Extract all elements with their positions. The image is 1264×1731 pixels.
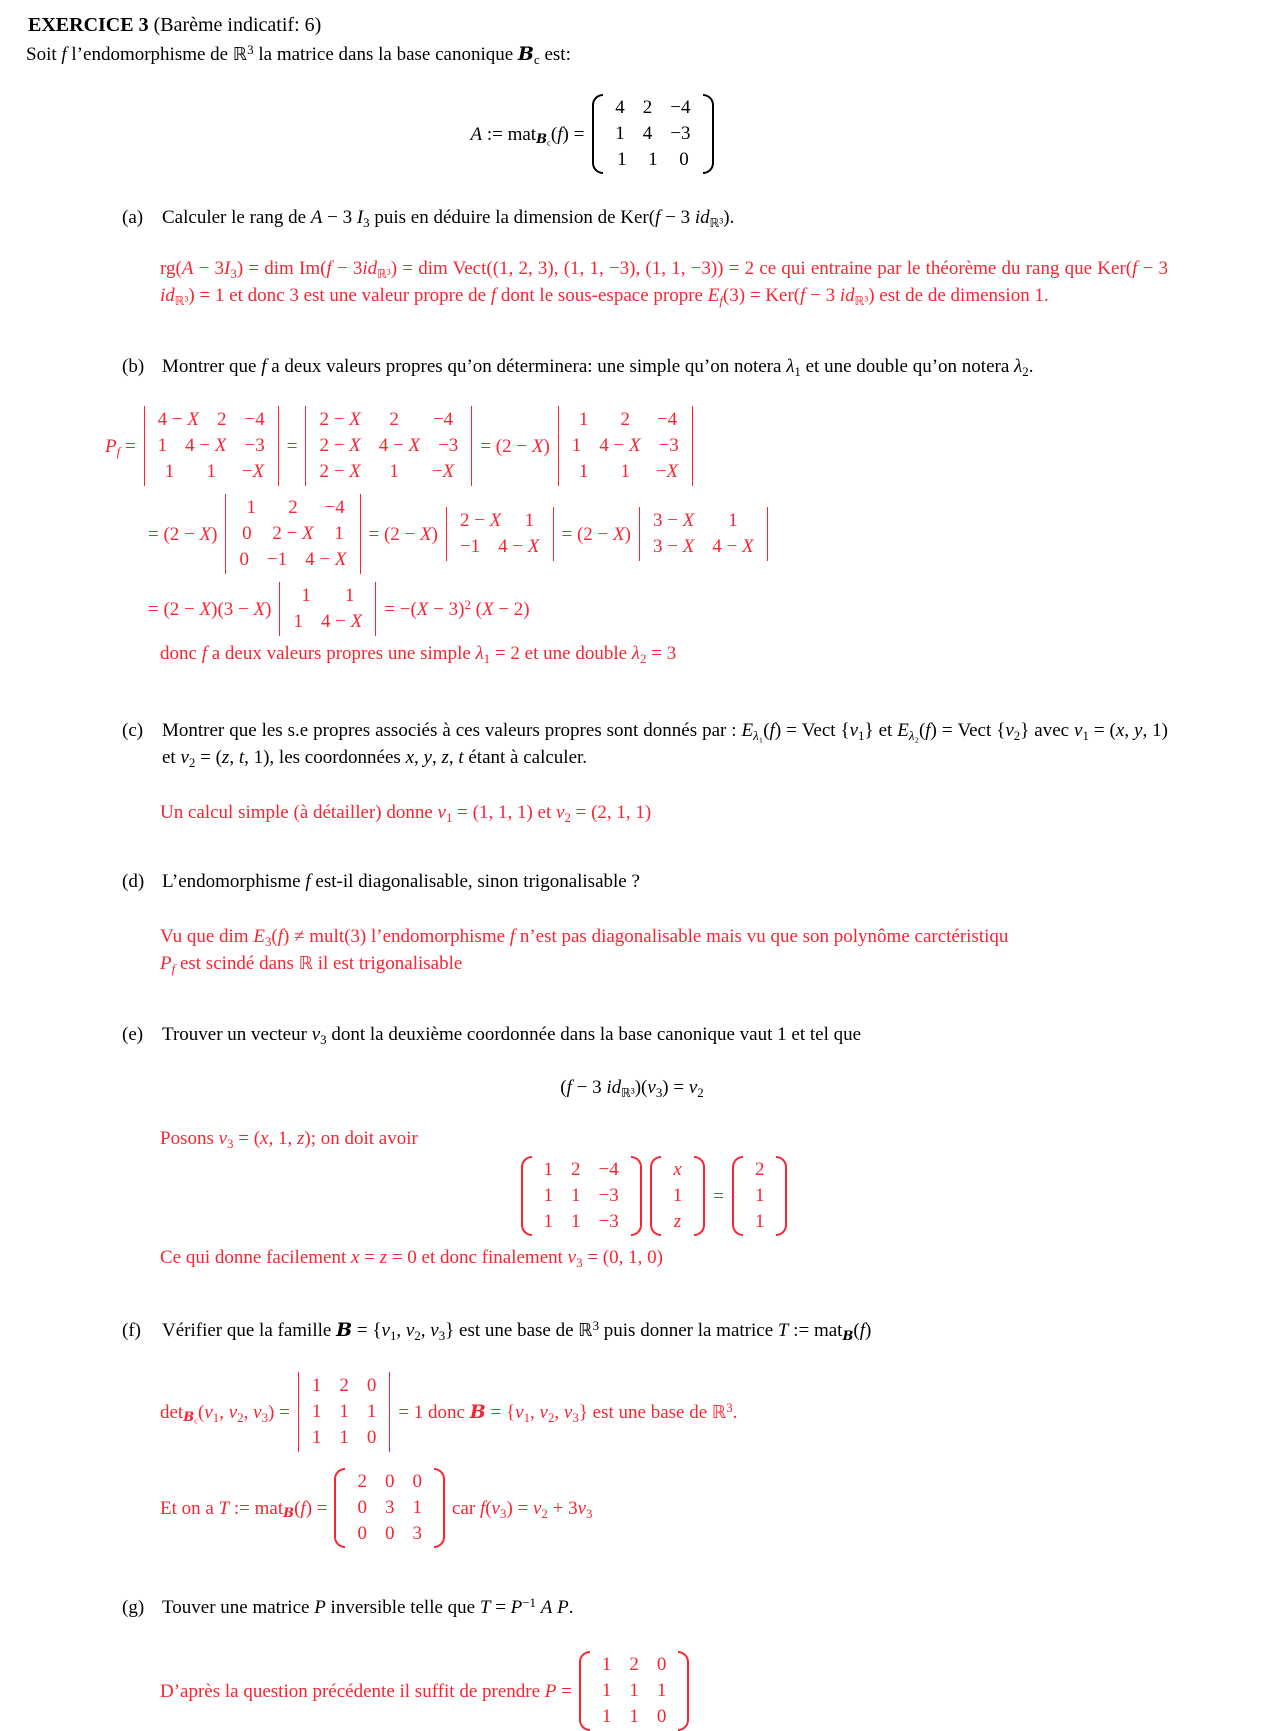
answer-f-T-line	[160, 1468, 1264, 1548]
determinant-7: 1 1 1 4 − X	[278, 582, 377, 636]
T-reason: car $f(v_3) = v_2 + 3v_3$	[451, 1497, 593, 1521]
answer-g-line	[160, 1651, 1264, 1731]
question-a-text: Calculer le rang de A − 3 $I_3$ puis en déduire la dimension de Ker(f − 3 $id_{ℝ^3}$).	[162, 207, 735, 230]
matrix-A-display	[0, 94, 1224, 174]
char-poly-line-1	[105, 406, 1264, 486]
factor-2x-3x: = (2 − X)(3 − X)	[148, 598, 272, 620]
det-conclusion: = 1 donc $B = \{v_1$, $v_2$, $v_3$} est une base de ℝ$^3$.	[398, 1399, 738, 1425]
question-f-text: Vérifier que la famille $B = \{v_1$, $v_2$, $v_3$} est une base de ℝ$^3$ puis donner la matrice T := mat$_B$(f)	[162, 1318, 872, 1344]
question-a-label: (a)	[122, 207, 144, 228]
factor-2-minus-x: = (2 − X)	[561, 523, 631, 545]
question-d-text: L’endomorphisme f est-il diagonalisable, sinon trigonalisable ?	[162, 871, 640, 892]
question-d-label: (d)	[122, 871, 145, 892]
question-f	[122, 1317, 1168, 1344]
factor-2-minus-x: = (2 − X)	[148, 523, 218, 545]
matrix-P: 1 2 0 1 1 1 1 1 0	[579, 1651, 690, 1731]
answer-e-intro: Posons $v_3 = (x$, 1, z); on doit avoir	[160, 1128, 418, 1151]
question-g	[122, 1594, 1168, 1621]
display-equation-e	[0, 1074, 1264, 1101]
vector-x1z: x 1 z	[650, 1156, 706, 1236]
matrix-equation-e	[22, 1156, 1264, 1236]
question-b-label: (b)	[122, 356, 145, 377]
pf-equals: $P_f$ =	[105, 435, 136, 459]
matrix-E: 1 2 −4 1 1 −3 1 1 −3	[521, 1156, 642, 1236]
question-e-text: Trouver un vecteur $v_3$ dont la deuxième coordonnée dans la base canonique vaut 1 et tel que	[162, 1024, 862, 1047]
answer-e-end: Ce qui donne facilement x = z = 0 et donc finalement $v_3 = (0$, 1, 0)	[160, 1247, 663, 1270]
exercise-title-bold: EXERCICE 3	[28, 14, 149, 36]
determinant-F: 1 2 0 1 1 1 1 1 0	[297, 1372, 392, 1452]
question-g-label: (g)	[122, 1597, 145, 1618]
T-prefix: Et on a T := mat$_B$(f) =	[160, 1497, 328, 1522]
matrix-A: 4 2 −4 1 4 −3 1 1 0	[592, 94, 713, 174]
determinant-3: 1 2 −4 1 4 − X −3 1 1 −X	[557, 406, 694, 486]
determinant-5: 2 − X 1 −1 4 − X	[445, 507, 555, 561]
question-c-text: Montrer que les s.e propres associés à ces valeurs propres sont donnés par : $E_{\lambda_1}(f)$ = Vect $\{v_1\}$ et $E_{\lambda_2}(f)$ = Vect $\{v_2\}$ avec $v_1 = (x$, y, 1) et $v_2 = (z$, t, 1), les coordonnées x, y, z, t étant à calculer.	[162, 720, 1168, 770]
determinant-4: 1 2 −4 0 2 − X 1 0 −1 4 − X	[224, 494, 361, 574]
factor-2-minus-x: = (2 − X)	[368, 523, 438, 545]
question-c	[122, 717, 1168, 771]
vector-211: 2 1 1	[732, 1156, 788, 1236]
answer-a: $rg(A - 3I_3)$ = dim $Im(f - 3id_{ℝ^3})$ = dim Vect((1, 2, 3), (1, 1, −3), (1, 1, −3)) = 2 ce qui entraine par le théorème du rang que Ker(f − 3 $id_{ℝ^3}) = 1$ et donc 3 est une valeur propre de f dont le sous-espace propre $E_f(3) = Ker(f - 3$ $id_{ℝ^3}$) est de de dimension 1.	[160, 258, 1169, 308]
answer-d-line1: Vu que dim $E_3(f)$ ≠ mult(3) l’endomorphisme f n’est pas diagonalisable mais vu que son polynôme carctéristiqu	[160, 926, 1009, 949]
question-g-text: Touver une matrice P inversible telle que $T = P^{-1}$ A P.	[162, 1595, 574, 1618]
equals-sign: =	[713, 1185, 724, 1207]
question-e-label: (e)	[122, 1024, 144, 1045]
determinant-2: 2 − X 2 −4 2 − X 4 − X −3 2 − X 1 −X	[304, 406, 473, 486]
matrix-A-prefix: A := mat$_{B_c}$(f) =	[470, 123, 585, 148]
equals-sign: =	[286, 435, 298, 457]
answer-b-conclusion: donc f a deux valeurs propres une simple $\lambda_1 = 2$ et une double $\lambda_2 = 3$	[160, 643, 677, 666]
question-d	[122, 868, 1168, 895]
determinant-1: 4 − X 2 −4 1 4 − X −3 1 1 −X	[143, 406, 280, 486]
char-poly-line-2	[148, 494, 1264, 574]
answer-d-line2: $P_f$ est scindé dans ℝ il est trigonalisable	[160, 953, 463, 976]
exercise-title	[28, 12, 1264, 39]
question-c-label: (c)	[122, 720, 144, 741]
exercise-intro: Soit f l’endomorphisme de ℝ$^3$ la matrice dans la base canonique $B_c$ est:	[26, 42, 571, 67]
question-e	[122, 1021, 1168, 1048]
det-prefix: $\det_{B_c}(v_1$, $v_2$, $v_3$) =	[160, 1401, 290, 1426]
char-poly-line-3	[148, 582, 1264, 636]
char-poly-result: = $-(X - 3)^2$ (X − 2)	[384, 596, 530, 620]
f-minus-3id-equation: (f − 3 $id_{ℝ^3})(v_3) = v_2$	[560, 1077, 704, 1100]
P-prefix: D’après la question précédente il suffit de prendre P =	[160, 1680, 572, 1702]
question-b	[122, 353, 1168, 380]
determinant-6: 3 − X 1 3 − X 4 − X	[638, 507, 769, 561]
exercise-title-rest: (Barème indicatif: 6)	[148, 14, 322, 36]
answer-c: Un calcul simple (à détailler) donne $v_1 = (1$, 1, 1) et $v_2 = (2$, 1, 1)	[160, 802, 652, 825]
matrix-T: 2 0 0 0 3 1 0 0 3	[334, 1468, 445, 1548]
answer-f-det-line	[160, 1372, 1264, 1452]
question-f-label: (f)	[122, 1320, 141, 1341]
question-a	[122, 204, 1168, 231]
factor-2-minus-x: = (2 − X)	[480, 435, 550, 457]
question-b-text: Montrer que f a deux valeurs propres qu’on déterminera: une simple qu’on notera $\lambda_1$ et une double qu’on notera $\lambda_2$.	[162, 356, 1034, 379]
